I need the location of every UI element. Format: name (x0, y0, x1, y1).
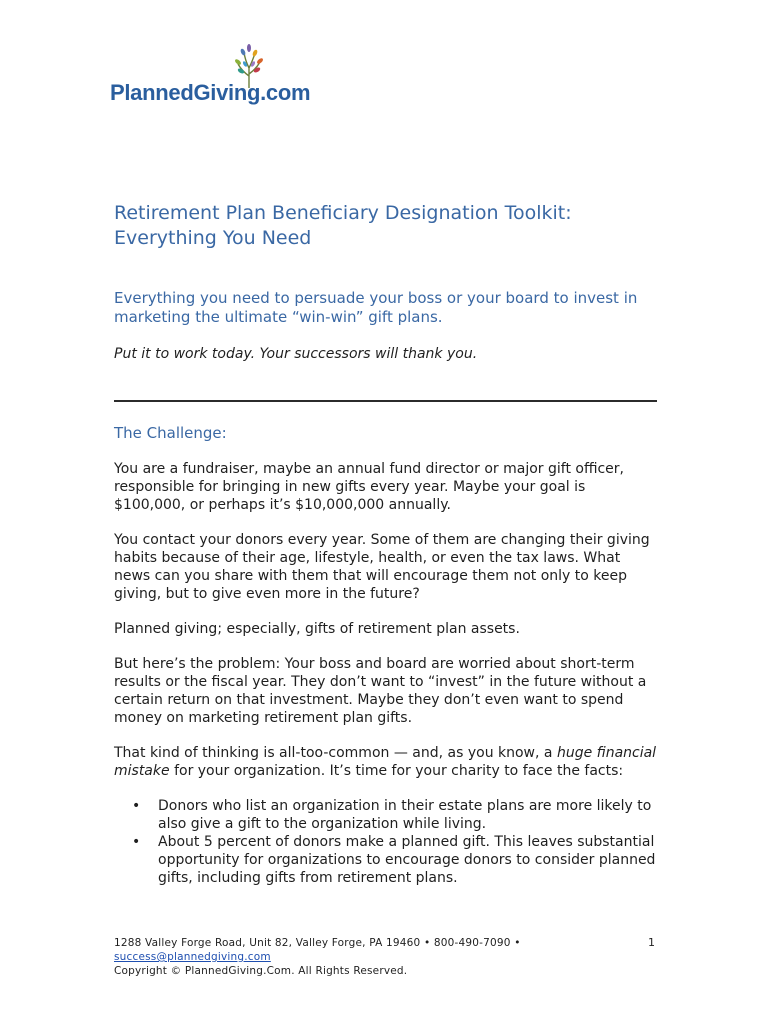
bullet-marker: • (132, 798, 141, 814)
page-number: 1 (648, 936, 655, 949)
paragraph-mistake (114, 744, 659, 780)
plannedgiving-logo (110, 44, 310, 114)
list-item-text: Donors who list an organization in their estate plans are more likely to also give a gift to the organization while living. (158, 798, 652, 832)
mistake-emphasis: huge financial mistake (114, 745, 657, 779)
paragraph-fundraiser: You are a fundraiser, maybe an annual fund director or major gift officer, responsible for bringing in new gifts every year. Maybe your goal is $100,000, or perhaps it’s $10,000,000 annually. (114, 461, 624, 513)
mistake-text-before: That kind of thinking is all-too-common — and, as you know, a (114, 745, 557, 761)
logo-wordmark: PlannedGiving.com (110, 80, 311, 105)
footer-copyright: Copyright © PlannedGiving.Com. All Rights Reserved. (114, 965, 408, 977)
paragraph-donors: You contact your donors every year. Some of them are changing their giving habits because of their age, lifestyle, health, or even the tax laws. What news can you share with them that will encourage them not only to keep giving, but to give even more in the future? (114, 532, 650, 602)
list-item (114, 833, 659, 887)
paragraph-problem: But here’s the problem: Your boss and board are worried about short-term results or the fiscal year. They don’t want to “invest” in the future without a certain return on that investment. Maybe they don’t even want to spend money on marketing retirement plan gifts. (114, 656, 647, 726)
mistake-text-after: for your organization. It’s time for your charity to face the facts: (169, 763, 624, 779)
facts-list (114, 797, 659, 887)
bullet-marker: • (132, 834, 141, 850)
document-title: Retirement Plan Beneficiary Designation Toolkit: Everything You Need (114, 202, 572, 249)
paragraph-planned-giving: Planned giving; especially, gifts of retirement plan assets. (114, 621, 520, 637)
list-item (114, 797, 659, 833)
section-heading-challenge: The Challenge: (114, 424, 227, 442)
page-footer (114, 936, 521, 978)
challenge-body (114, 460, 659, 887)
tagline: Put it to work today. Your successors will thank you. (114, 346, 478, 362)
footer-address: 1288 Valley Forge Road, Unit 82, Valley Forge, PA 19460 • 800-490-7090 • (114, 937, 521, 949)
lead-paragraph: Everything you need to persuade your boss or your board to invest in marketing the ultimate “win-win” gift plans. (114, 289, 638, 326)
list-item-text: About 5 percent of donors make a planned gift. This leaves substantial opportunity for organizations to encourage donors to consider planned gifts, including gifts from retirement plans. (158, 834, 656, 886)
footer-email-link[interactable]: success@plannedgiving.com (114, 951, 271, 963)
horizontal-divider (114, 400, 657, 402)
